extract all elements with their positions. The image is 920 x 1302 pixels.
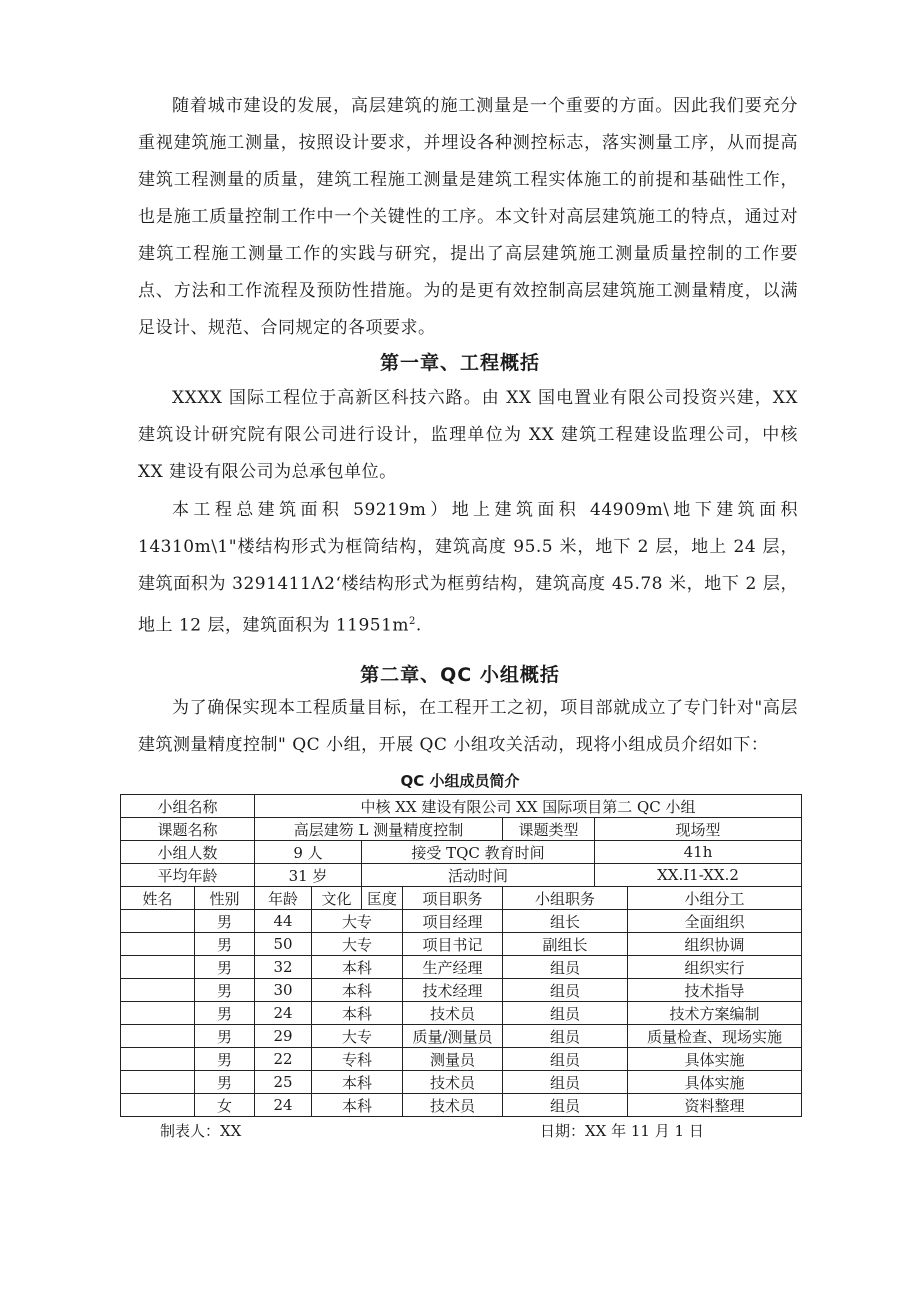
header-gender: 性别 — [195, 887, 255, 910]
member-age: 24 — [255, 1002, 312, 1025]
member-duty: 具体实施 — [628, 1071, 802, 1094]
table-header-row — [121, 887, 802, 910]
table-maker: 制表人：XX — [160, 1122, 242, 1140]
table-row-count — [121, 841, 802, 864]
chapter1-paragraph-1: XXXX 国际工程位于高新区科技六路。由 XX 国电置业有限公司投资兴建，XX 建筑设计研究院有限公司进行设计，监理单位为 XX 建筑工程建设监理公司，中核 XX 建设有限公司为总承包单位。 — [138, 388, 798, 482]
table-caption: QC 小组成员简介 — [400, 772, 520, 790]
member-age: 24 — [255, 1094, 312, 1117]
member-position: 项目书记 — [403, 933, 503, 956]
chapter2-paragraph-1: 为了确保实现本工程质量目标，在工程开工之初，项目部就成立了专门针对"高层建筑测量精度控制" QC 小组，开展 QC 小组攻关活动，现将小组成员介绍如下： — [138, 698, 798, 755]
topic-type-label: 课题类型 — [503, 818, 595, 841]
area-text: 本工程总建筑面积 59219m）地上建筑面积 44909m\地下建筑面积 14310m\1"楼结构形式为框筒结构，建筑高度 95.5 米，地下 2 层，地上 24 层，建筑面积为 3291411Λ2‘楼结构形式为框剪结构，建筑高度 45.78 米，地下 2 层，地上 12 层，建筑面积为 11951m — [138, 500, 798, 636]
member-education: 大专 — [312, 933, 403, 956]
member-role: 副组长 — [503, 933, 628, 956]
table-row-avg-age — [121, 864, 802, 887]
member-position: 技术员 — [403, 1002, 503, 1025]
member-duty: 全面组织 — [628, 910, 802, 933]
member-gender: 男 — [195, 933, 255, 956]
member-education: 本科 — [312, 979, 403, 1002]
member-education: 大专 — [312, 1025, 403, 1048]
member-name — [121, 1002, 195, 1025]
member-name — [121, 1071, 195, 1094]
header-edu-a: 文化 — [312, 887, 362, 910]
table-row-group-name — [121, 795, 802, 818]
header-age: 年龄 — [255, 887, 312, 910]
member-gender: 男 — [195, 1025, 255, 1048]
avg-age-value: 31 岁 — [255, 864, 362, 887]
member-gender: 男 — [195, 1002, 255, 1025]
member-position: 测量员 — [403, 1048, 503, 1071]
member-duty: 组织实行 — [628, 956, 802, 979]
member-duty: 资料整理 — [628, 1094, 802, 1117]
group-name-label: 小组名称 — [121, 795, 255, 818]
member-role: 组员 — [503, 1025, 628, 1048]
member-gender: 女 — [195, 1094, 255, 1117]
table-date: 日期：XX 年 11 月 1 日 — [540, 1122, 704, 1140]
chapter1-title: 第一章、工程概括 — [379, 352, 540, 374]
tqc-label: 接受 TQC 教育时间 — [362, 841, 595, 864]
member-role: 组员 — [503, 1002, 628, 1025]
member-education: 本科 — [312, 1002, 403, 1025]
activity-value: XX.I1-XX.2 — [595, 864, 802, 887]
member-role: 组员 — [503, 1048, 628, 1071]
table-row-topic — [121, 818, 802, 841]
member-education: 本科 — [312, 1094, 403, 1117]
member-gender: 男 — [195, 1071, 255, 1094]
chapter1-paragraph-2 — [138, 492, 798, 645]
member-position: 技术员 — [403, 1071, 503, 1094]
member-age: 25 — [255, 1071, 312, 1094]
table-row — [121, 979, 802, 1002]
intro-paragraph: 随着城市建设的发展，高层建筑的施工测量是一个重要的方面。因此我们要充分重视建筑施工测量，按照设计要求，并埋设各种测控标志，落实测量工序，从而提高建筑工程测量的质量，建筑工程施工测量是建筑工程实体施工的前提和基础性工作，也是施工质量控制工作中一个关键性的工序。本文针对高层建筑施工的特点，通过对建筑工程施工测量工作的实践与研究，提出了高层建筑施工测量质量控制的工作要点、方法和工作流程及预防性措施。为的是更有效控制高层建筑施工测量精度，以满足设计、规范、合同规定的各项要求。 — [138, 96, 798, 338]
member-duty: 技术方案编制 — [628, 1002, 802, 1025]
area-superscript: 2 — [409, 616, 416, 627]
table-row — [121, 1048, 802, 1071]
member-age: 22 — [255, 1048, 312, 1071]
member-gender: 男 — [195, 979, 255, 1002]
member-education: 本科 — [312, 956, 403, 979]
count-value: 9 人 — [255, 841, 362, 864]
member-age: 50 — [255, 933, 312, 956]
tqc-value: 41h — [595, 841, 802, 864]
member-role: 组员 — [503, 1094, 628, 1117]
member-position: 生产经理 — [403, 956, 503, 979]
count-label: 小组人数 — [121, 841, 255, 864]
member-education: 本科 — [312, 1071, 403, 1094]
member-name — [121, 1094, 195, 1117]
member-gender: 男 — [195, 956, 255, 979]
table-row — [121, 1025, 802, 1048]
member-age: 44 — [255, 910, 312, 933]
table-row — [121, 956, 802, 979]
member-duty: 具体实施 — [628, 1048, 802, 1071]
topic-type-value: 现场型 — [595, 818, 802, 841]
member-role: 组长 — [503, 910, 628, 933]
member-name — [121, 1048, 195, 1071]
member-role: 组员 — [503, 979, 628, 1002]
member-position: 项目经理 — [403, 910, 503, 933]
topic-label: 课题名称 — [121, 818, 255, 841]
member-name — [121, 979, 195, 1002]
topic-value: 高层建笏 L 测量精度控制 — [255, 818, 503, 841]
table-row — [121, 1071, 802, 1094]
member-gender: 男 — [195, 1048, 255, 1071]
member-age: 32 — [255, 956, 312, 979]
member-position: 质量/测量员 — [403, 1025, 503, 1048]
member-education: 专科 — [312, 1048, 403, 1071]
header-position: 项目职务 — [403, 887, 503, 910]
member-name — [121, 1025, 195, 1048]
group-name-value: 中核 XX 建设有限公司 XX 国际项目第二 QC 小组 — [255, 795, 802, 818]
header-role: 小组职务 — [503, 887, 628, 910]
member-duty: 技术指导 — [628, 979, 802, 1002]
header-duty: 小组分工 — [628, 887, 802, 910]
chapter2-title: 第二章、QC 小组概括 — [360, 664, 560, 686]
member-age: 30 — [255, 979, 312, 1002]
header-name: 姓名 — [121, 887, 195, 910]
member-education: 大专 — [312, 910, 403, 933]
activity-label: 活动时间 — [362, 864, 595, 887]
member-age: 29 — [255, 1025, 312, 1048]
avg-age-label: 平均年龄 — [121, 864, 255, 887]
qc-member-table — [120, 794, 802, 1117]
member-role: 组员 — [503, 1071, 628, 1094]
member-position: 技术经理 — [403, 979, 503, 1002]
member-rows — [121, 910, 802, 1117]
member-duty: 质量检查、现场实施 — [628, 1025, 802, 1048]
member-name — [121, 910, 195, 933]
area-text-end: . — [415, 615, 422, 636]
header-edu-b: 匡度 — [362, 887, 403, 910]
member-name — [121, 956, 195, 979]
member-role: 组员 — [503, 956, 628, 979]
member-name — [121, 933, 195, 956]
member-position: 技术员 — [403, 1094, 503, 1117]
member-gender: 男 — [195, 910, 255, 933]
table-row — [121, 1094, 802, 1117]
member-duty: 组织协调 — [628, 933, 802, 956]
table-row — [121, 910, 802, 933]
table-row — [121, 933, 802, 956]
table-row — [121, 1002, 802, 1025]
